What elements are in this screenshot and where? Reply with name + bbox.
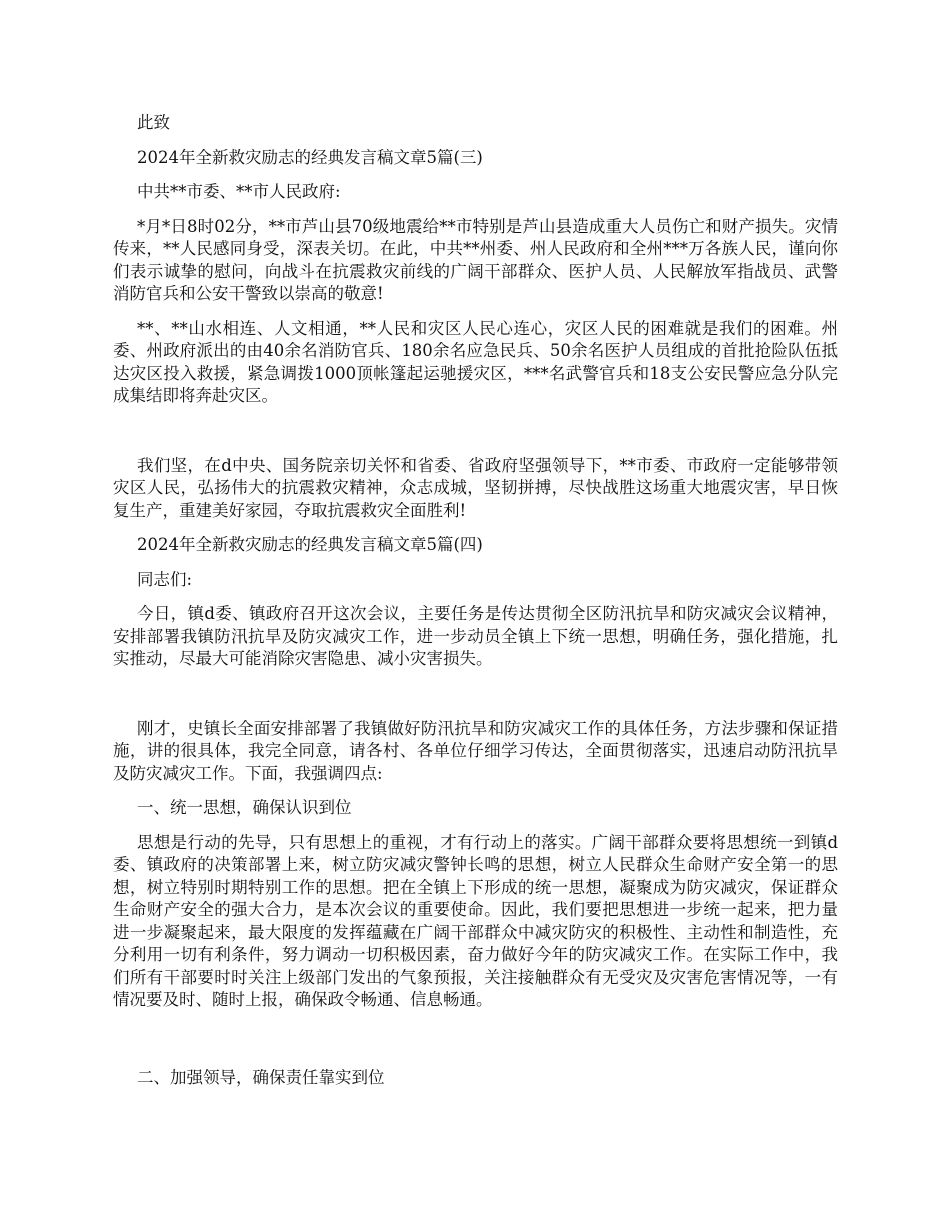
greeting: 同志们: <box>137 569 193 589</box>
section-title-4: 2024年全新救灾励志的经典发言稿文章5篇(四) <box>137 535 483 554</box>
paragraph: 刚才，史镇长全面安排部署了我镇做好防汛抗旱和防灾减灾工作的具体任务，方法步骤和保证措施，讲的很具体，我完全同意，请各村、各单位仔细学习传达，全面贯彻落实，迅速启动防汛抗旱及防灾减灾工作。下面，我强调四点: <box>113 718 838 783</box>
paragraph: *月*日8时02分，**市芦山县70级地震给**市特别是芦山县造成重大人员伤亡和财产损失。灾情传来，**人民感同身受，深表关切。在此，中共**州委、州人民政府和全州***万各族人民，谨向你们表示诚挚的慰问，向战斗在抗震救灾前线的广阔干部群众、医护人员、人民解放军指战员、武警消防官兵和公安干警致以崇高的敬意! <box>113 216 838 303</box>
paragraph: 我们坚，在d中央、国务院亲切关怀和省委、省政府坚强领导下，**市委、市政府一定能够带领灾区人民，弘扬伟大的抗震救灾精神，众志成城，坚韧拼搏，尽快战胜这场重大地震灾害，早日恢复生产，重建美好家园，夺取抗震救灾全面胜利! <box>113 455 838 520</box>
point-heading-2: 二、加强领导，确保责任靠实到位 <box>137 1067 385 1087</box>
document-page <box>113 112 838 1089</box>
paragraph: 思想是行动的先导，只有思想上的重视，才有行动上的落实。广阔干部群众要将思想统一到镇d委、镇政府的决策部署上来，树立防灾减灾警钟长鸣的思想，树立人民群众生命财产安全第一的思想，树立特别时期特别工作的思想。把在全镇上下形成的统一思想，凝聚成为防灾减灾，保证群众生命财产安全的强大合力，是本次会议的重要使命。因此，我们要把思想进一步统一起来，把力量进一步凝聚起来，最大限度的发挥蕴藏在广阔干部群众中减灾防灾的积极性、主动性和制造性，充分利用一切有利条件，努力调动一切积极因素，奋力做好今年的防灾减灾工作。在实际工作中，我们所有干部要时时关注上级部门发出的气象预报，关注接触群众有无受灾及灾害危害情况等，一有情况要及时、随时上报，确保政令畅通、信息畅通。 <box>113 832 838 1009</box>
point-heading-1: 一、统一思想，确保认识到位 <box>137 798 352 817</box>
paragraph: **、**山水相连、人文相通，**人民和灾区人民心连心，灾区人民的困难就是我们的困难。州委、州政府派出的由40余名消防官兵、180余名应急民兵、50余名医护人员组成的首批抢险队伍抵达灾区投入救援，紧急调拨1000顶帐篷起运驰援灾区，***名武警官兵和18支公安民警应急分队完成集结即将奔赴灾区。 <box>113 318 838 405</box>
section-title-3: 2024年全新救灾励志的经典发言稿文章5篇(三) <box>137 147 483 167</box>
closing-salutation: 此致 <box>137 113 170 132</box>
addressee: 中共**市委、**市人民政府: <box>137 182 341 201</box>
paragraph: 今日，镇d委、镇政府召开这次会议，主要任务是传达贯彻全区防汛抗旱和防灾减灾会议精神，安排部署我镇防汛抗旱及防灾减灾工作，进一步动员全镇上下统一思想，明确任务，强化措施，扎实推动，尽最大可能消除灾害隐患、减小灾害损失。 <box>113 604 838 668</box>
